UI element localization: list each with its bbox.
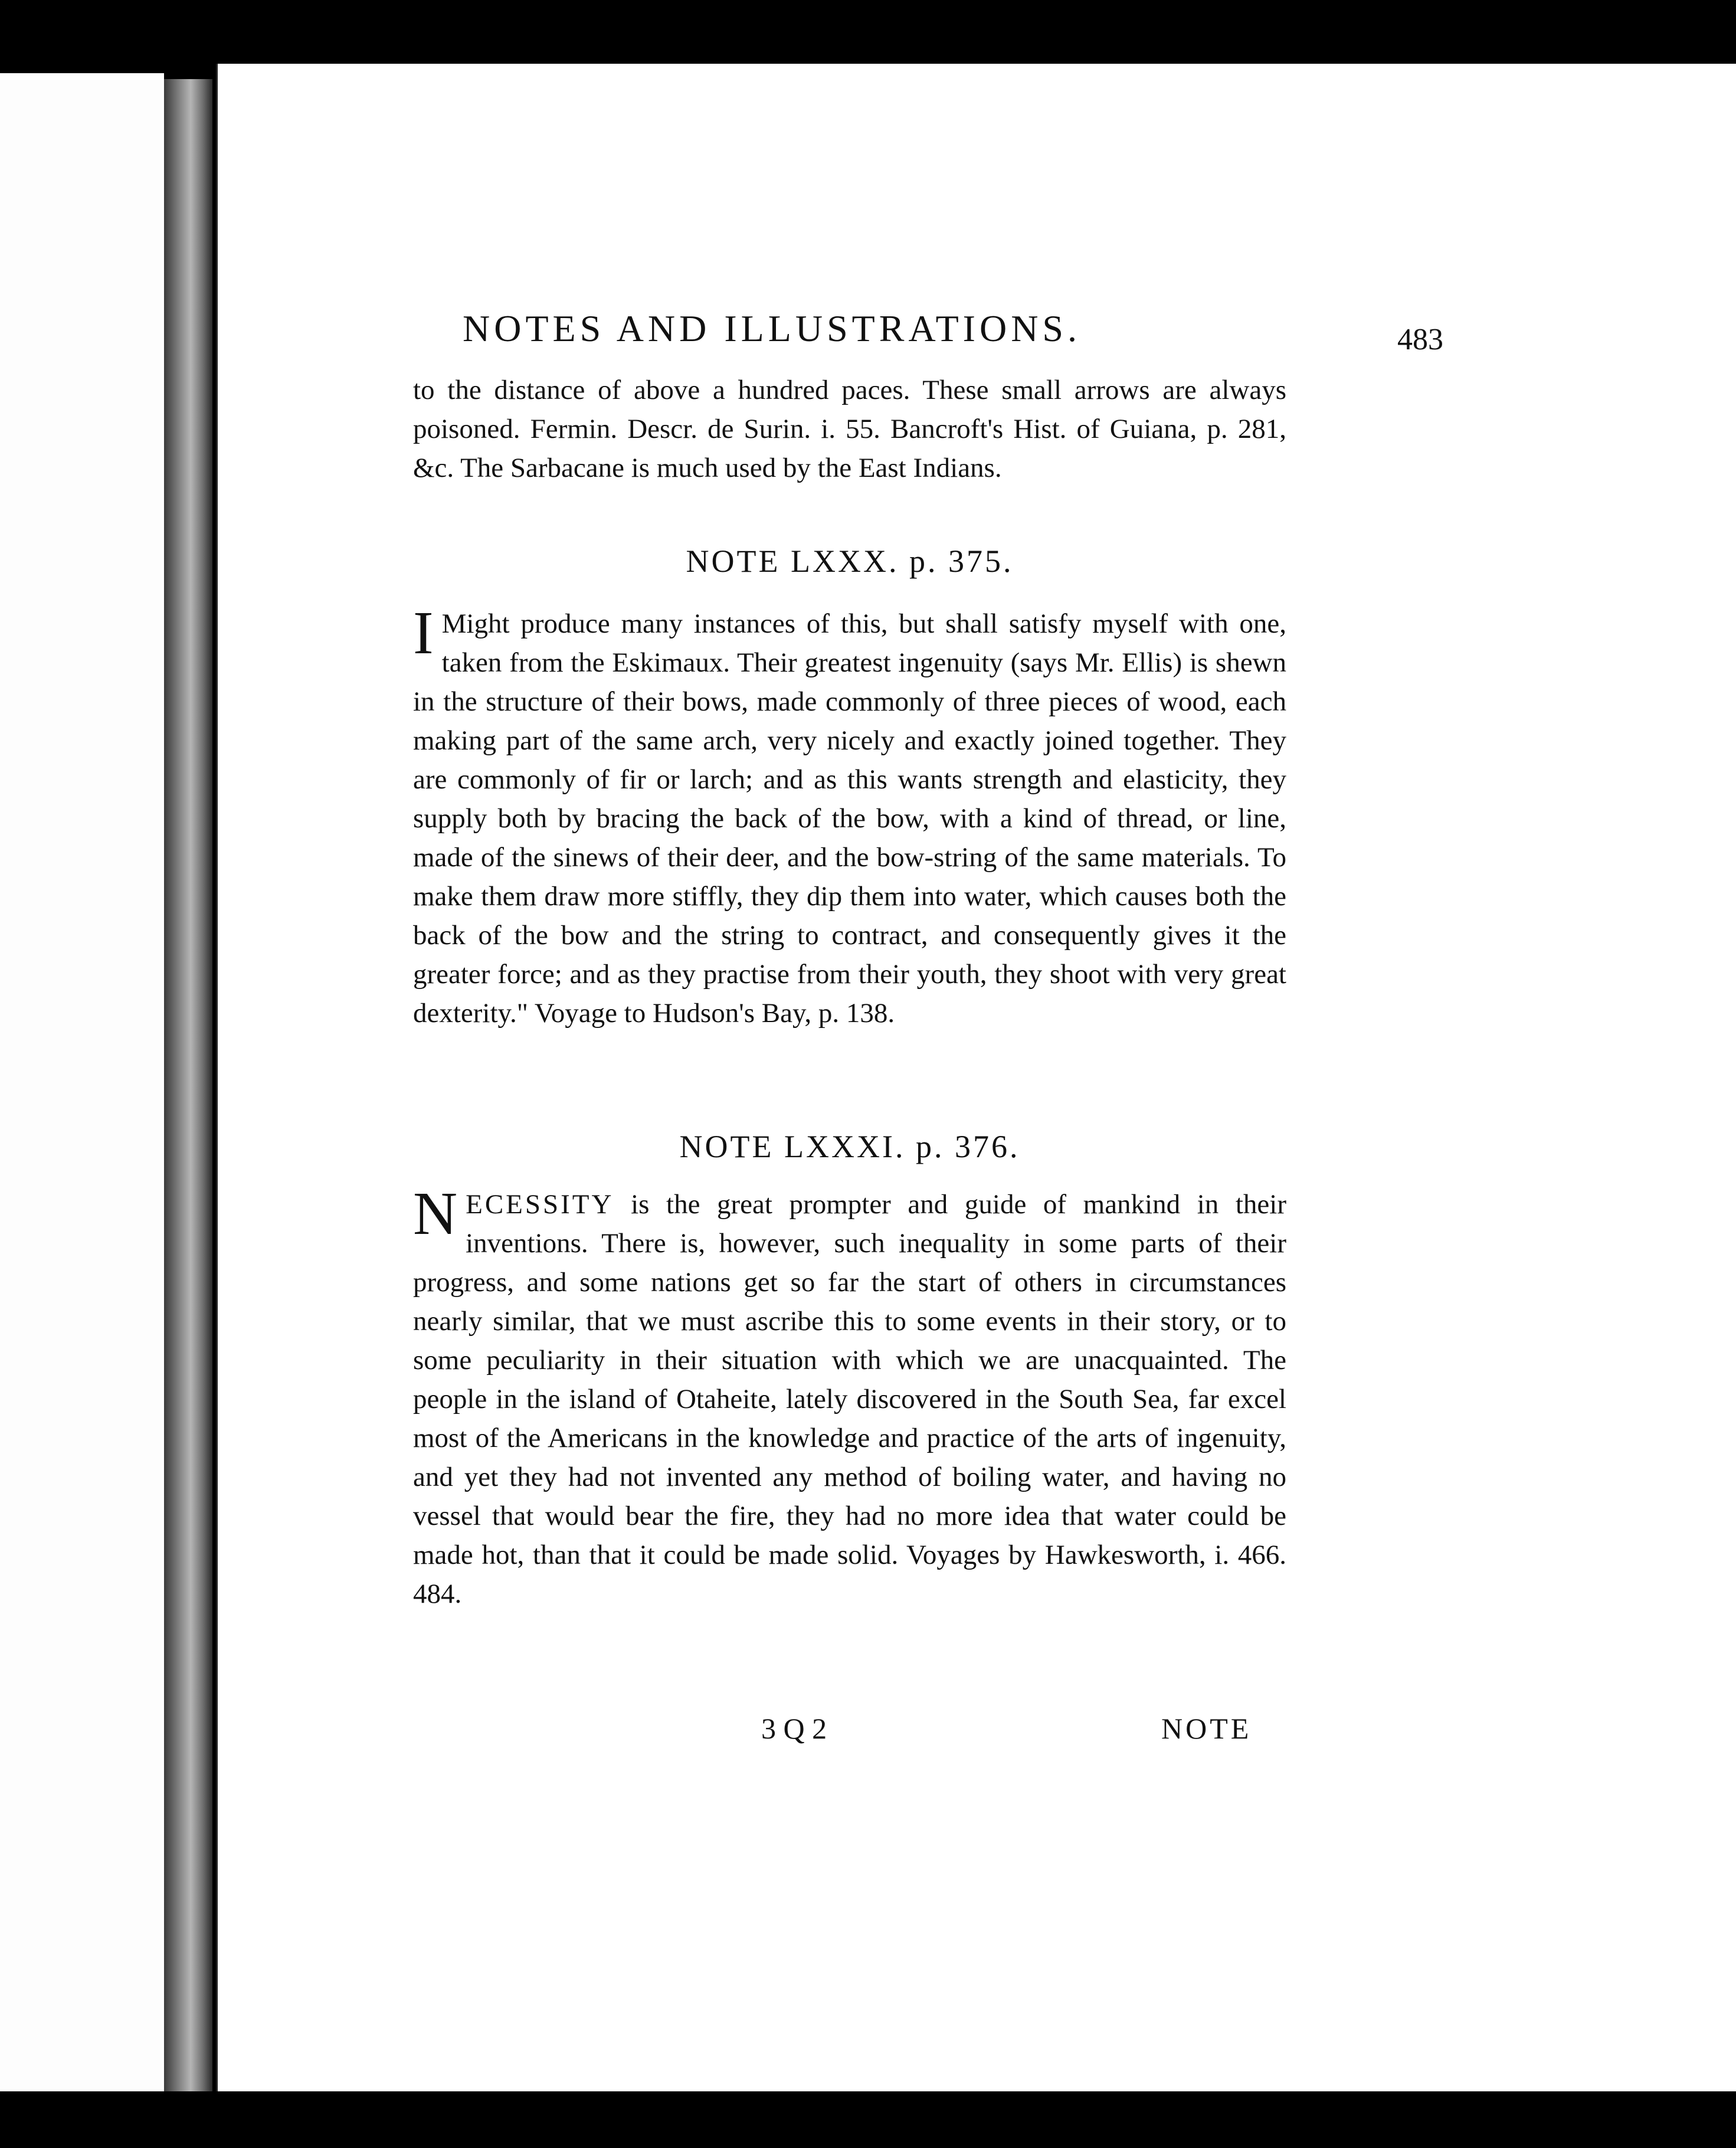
note-lxxxi-lead: ECESSITY [466,1189,614,1220]
note-lxxx-text: Might produce many instances of this, but shall satisfy myself with one, taken from the Eskimaux. Their greatest ingenuity (says Mr. Ellis) is shewn in the structure of their bows, made commonly of three pieces of wood, each making part of the same arch, very nicely and exactly joined together. They are commonly of fir or larch; and as this wants strength and elasticity, they supply both by bracing the back of the bow, with a kind of thread, or line, made of the sinews of their deer, and the bow-string of the same materials. To make them draw more stiffly, they dip them into water, which causes both the back of the bow and the string to contract, and consequently gives it the greater force; and as they practise from their youth, they shoot with very great dexterity." Voyage to Hudson's Bay, p. 138. [413,608,1286,1029]
catchword: NOTE [1161,1712,1252,1745]
note-heading-lxxxi: NOTE LXXXI. p. 376. [679,1129,1020,1164]
page-number: 483 [1397,323,1443,356]
running-title: NOTES AND ILLUSTRATIONS. [463,307,1081,349]
drop-cap-n: N [413,1180,458,1247]
previous-page-edge [0,73,164,2091]
drop-cap-i: I [413,599,434,667]
note-body-lxxxi [413,1180,1286,1613]
continuation-text: to the distance of above a hundred paces. These small arrows are always poisoned. Fermin. Descr. de Surin. i. 55. Bancroft's Hist. of Guiana, p. 281, &c. The Sarbacane is much used by the East Indians. [413,375,1286,483]
book-gutter-shadow [164,79,212,2091]
note-body-lxxx [413,599,1286,1033]
continuation-paragraph [413,371,1286,487]
note-lxxxi-text: is the great prompter and guide of mankind in their inventions. There is, however, such inequality in some parts of their progress, and some nations get so far the start of others in circumstances nearly similar, that we must ascribe this to some events in their story, or to some peculiarity in their situation with which we are unacquainted. The people in the island of Otaheite, lately discovered in the South Sea, far excel most of the Americans in the knowledge and practice of the arts of ingenuity, and yet they had not invented any method of boiling water, and having no vessel that would bear the fire, they had no more idea that water could be made hot, than that it could be made solid. Voyages by Hawkesworth, i. 466. 484. [413,1189,1286,1609]
book-page [216,64,1736,2091]
signature-mark: 3 Q 2 [761,1712,827,1745]
note-heading-lxxx: NOTE LXXX. p. 375. [686,543,1014,579]
